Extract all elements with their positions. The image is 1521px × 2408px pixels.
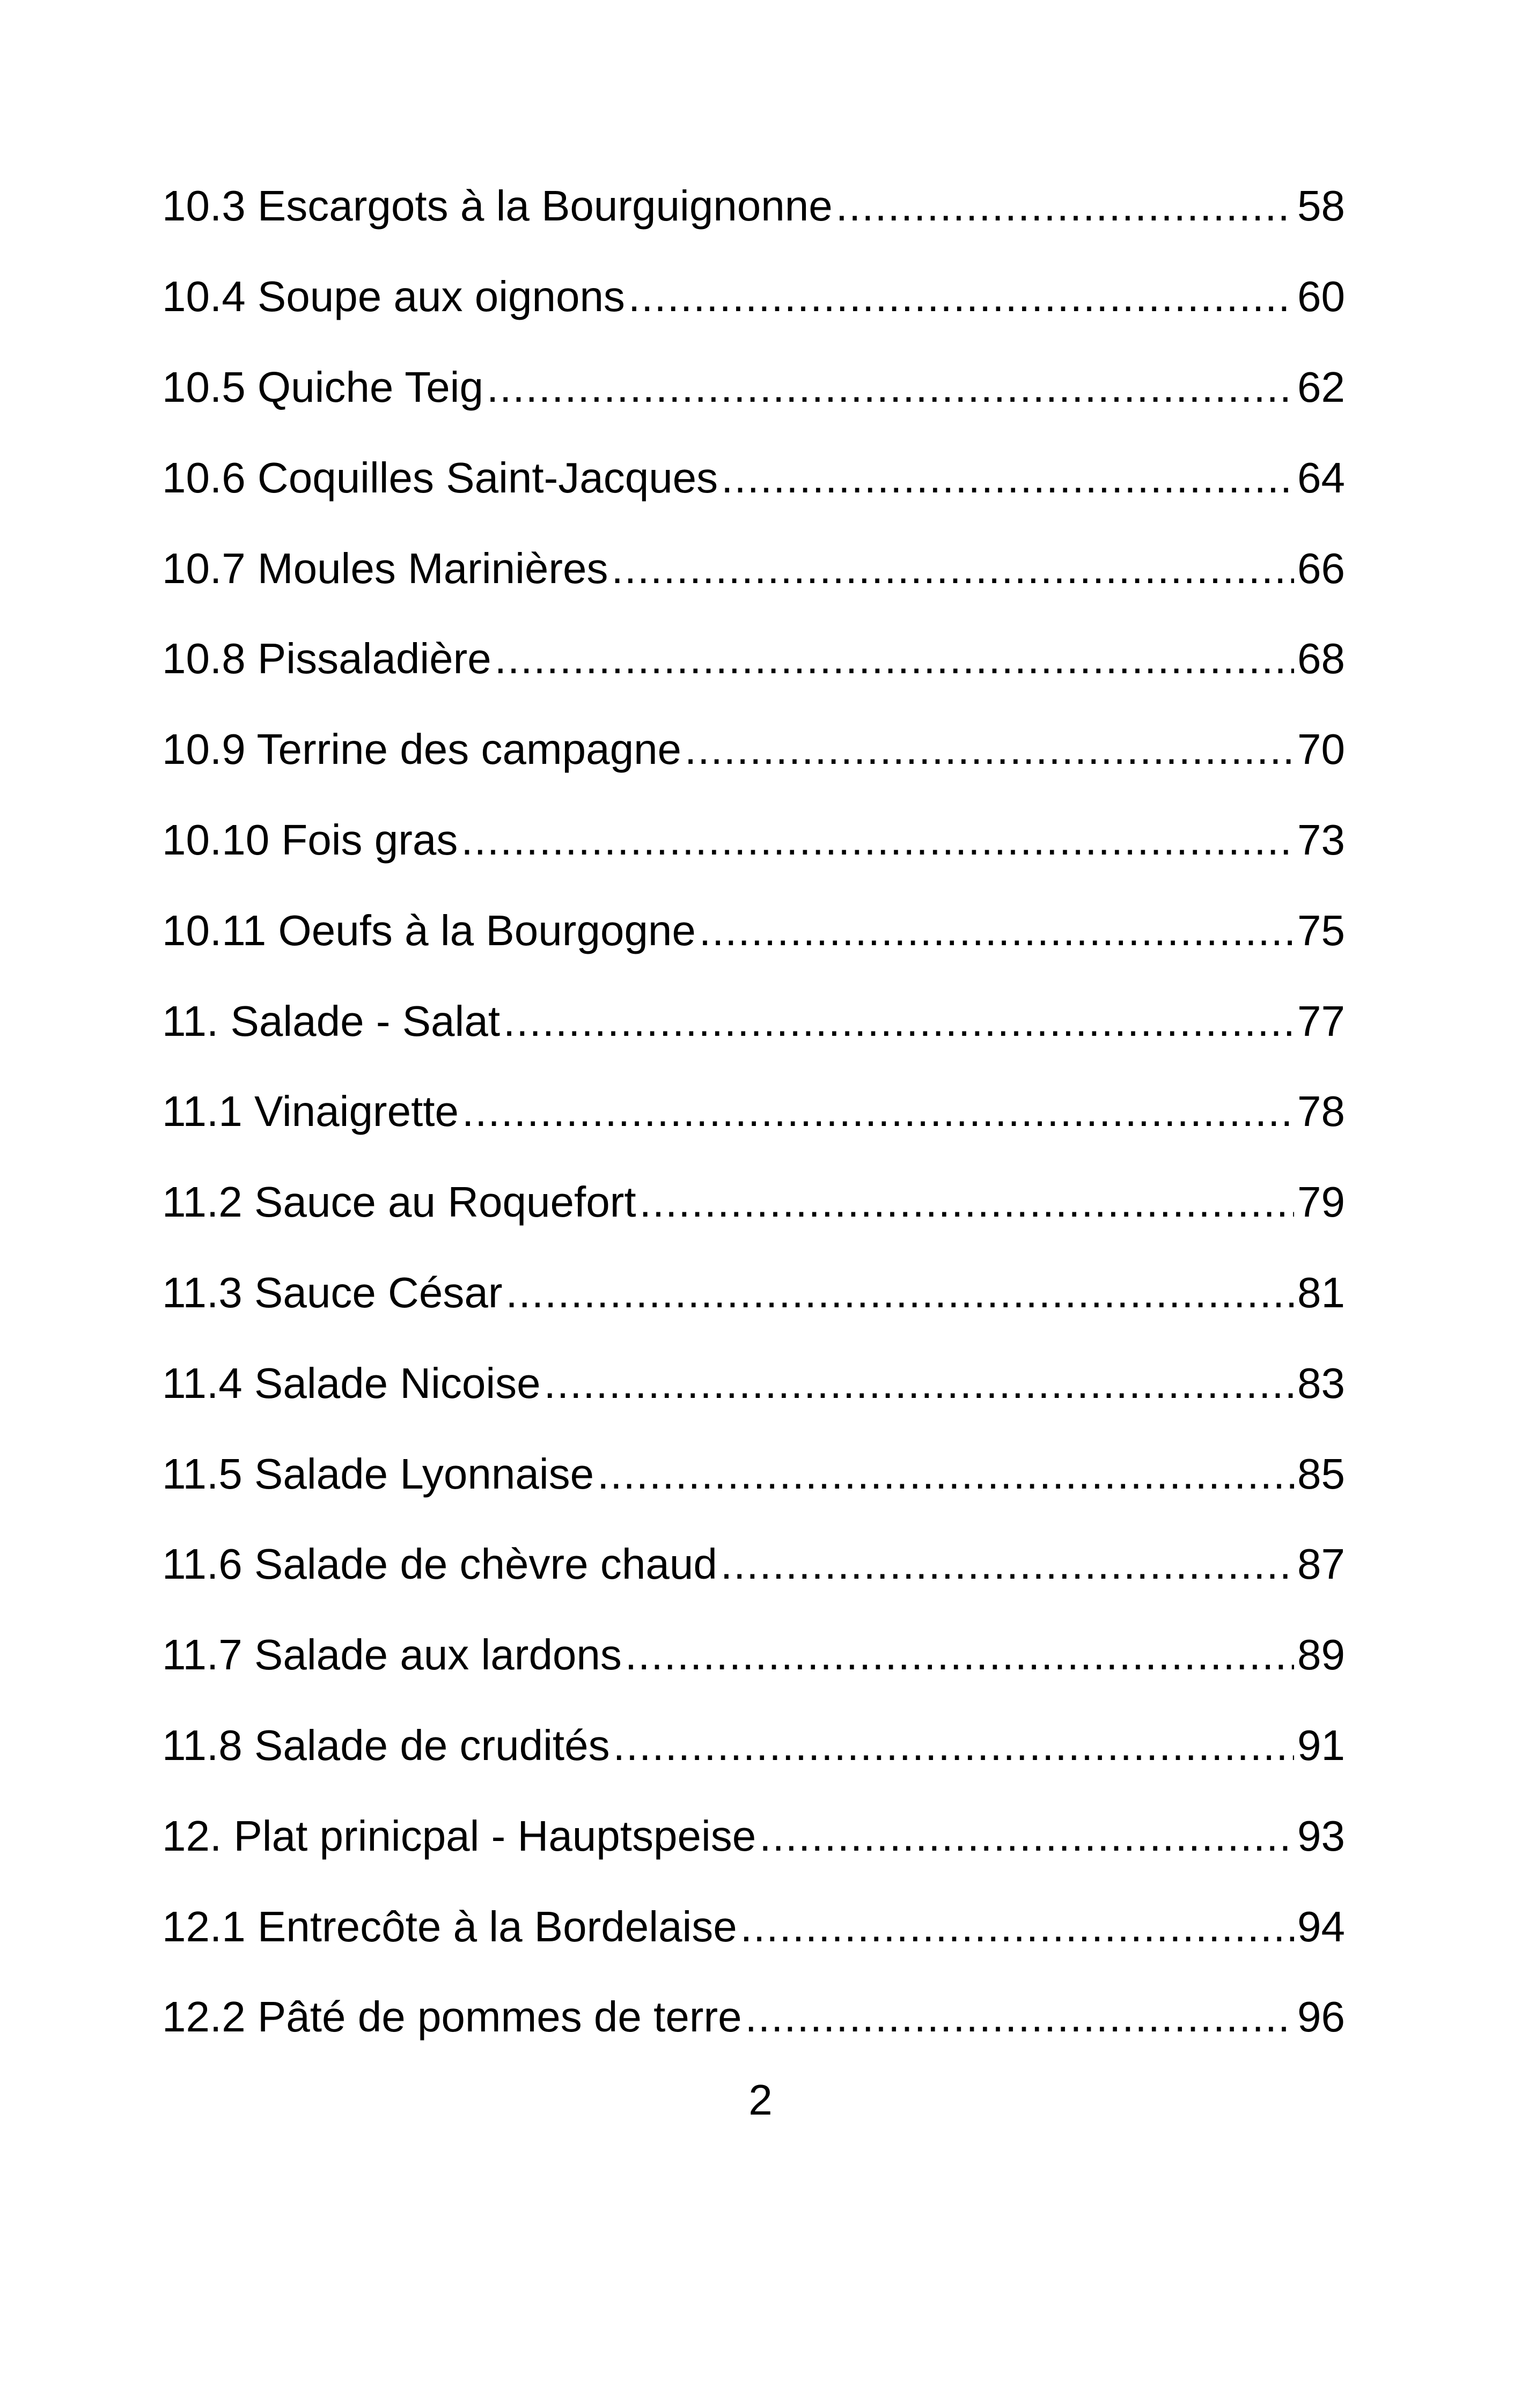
toc-entry-title: 11.2 Sauce au Roquefort [162,1178,636,1226]
toc-entry[interactable] [162,1700,1345,1791]
table-of-contents [162,161,1345,2063]
toc-entry[interactable] [162,976,1345,1066]
toc-entry-title: 10.3 Escargots à la Bourguignonne [162,182,833,230]
toc-dot-leader [721,1543,1294,1586]
toc-dot-leader [759,1815,1294,1858]
toc-dot-leader [487,366,1294,409]
toc-entry-page: 70 [1297,725,1345,774]
toc-entry-page: 64 [1297,453,1345,502]
toc-entry[interactable] [162,1338,1345,1428]
toc-dot-leader [611,547,1294,590]
toc-entry-title: 11.6 Salade de chèvre chaud [162,1540,717,1588]
toc-entry-page: 77 [1297,997,1345,1045]
toc-entry-page: 79 [1297,1178,1345,1226]
toc-entry[interactable] [162,704,1345,795]
toc-entry-page: 96 [1297,1993,1345,2041]
toc-entry-page: 91 [1297,1721,1345,1769]
toc-entry[interactable] [162,1248,1345,1338]
toc-dot-leader [597,1453,1294,1496]
toc-entry[interactable] [162,885,1345,976]
toc-dot-leader [503,1000,1294,1043]
toc-entry-page: 87 [1297,1540,1345,1588]
toc-entry[interactable] [162,523,1345,614]
toc-entry-page: 78 [1297,1087,1345,1136]
page-number: 2 [748,2076,773,2124]
toc-entry[interactable] [162,1519,1345,1610]
toc-dot-leader [699,909,1294,952]
toc-entry-title: 10.10 Fois gras [162,815,458,864]
toc-entry[interactable] [162,1791,1345,1881]
toc-entry-title: 10.11 Oeufs à la Bourgogne [162,906,696,954]
toc-entry-title: 12. Plat prinicpal - Hauptspeise [162,1811,756,1860]
toc-entry-page: 66 [1297,544,1345,592]
toc-entry[interactable] [162,1157,1345,1248]
toc-entry-title: 10.6 Coquilles Saint-Jacques [162,453,718,502]
toc-dot-leader [625,1633,1294,1676]
toc-entry[interactable] [162,614,1345,704]
toc-entry[interactable] [162,1428,1345,1519]
toc-entry[interactable] [162,161,1345,252]
toc-dot-leader [505,1271,1294,1314]
toc-entry-title: 11. Salade - Salat [162,997,501,1045]
toc-entry-title: 11.1 Vinaigrette [162,1087,459,1136]
toc-entry-title: 11.5 Salade Lyonnaise [162,1449,594,1498]
toc-entry-title: 11.7 Salade aux lardons [162,1631,622,1679]
toc-entry-title: 11.8 Salade de crudités [162,1721,610,1769]
toc-dot-leader [836,185,1294,227]
toc-entry-page: 68 [1297,635,1345,683]
toc-entry-title: 11.3 Sauce César [162,1268,503,1316]
toc-entry-page: 93 [1297,1811,1345,1860]
toc-entry-page: 60 [1297,273,1345,321]
toc-entry-page: 75 [1297,906,1345,954]
toc-dot-leader [495,637,1294,680]
toc-entry-page: 85 [1297,1449,1345,1498]
toc-dot-leader [640,1181,1294,1224]
toc-entry-page: 94 [1297,1902,1345,1950]
toc-dot-leader [628,275,1294,318]
toc-dot-leader [462,1090,1294,1133]
toc-entry-title: 10.7 Moules Marinières [162,544,608,592]
toc-entry-page: 89 [1297,1631,1345,1679]
toc-dot-leader [544,1362,1294,1405]
toc-entry-title: 12.1 Entrecôte à la Bordelaise [162,1902,737,1950]
toc-entry-title: 10.9 Terrine des campagne [162,725,682,774]
toc-entry-title: 10.4 Soupe aux oignons [162,273,625,321]
toc-entry[interactable] [162,252,1345,342]
toc-entry[interactable] [162,1881,1345,1972]
toc-dot-leader [745,1995,1294,2038]
toc-dot-leader [613,1724,1294,1767]
toc-entry[interactable] [162,432,1345,523]
toc-entry-page: 73 [1297,815,1345,864]
toc-entry[interactable] [162,1972,1345,2063]
toc-entry[interactable] [162,1066,1345,1157]
toc-dot-leader [721,456,1294,499]
toc-entry-title: 10.5 Quiche Teig [162,363,483,411]
toc-entry[interactable] [162,795,1345,886]
toc-entry-page: 58 [1297,182,1345,230]
toc-entry-page: 81 [1297,1268,1345,1316]
toc-entry-title: 11.4 Salade Nicoise [162,1359,541,1407]
toc-dot-leader [685,728,1294,771]
toc-entry-page: 62 [1297,363,1345,411]
toc-dot-leader [740,1905,1294,1948]
toc-entry-title: 10.8 Pissaladière [162,635,491,683]
toc-entry-title: 12.2 Pâté de pommes de terre [162,1993,742,2041]
toc-dot-leader [461,819,1294,861]
toc-entry-page: 83 [1297,1359,1345,1407]
toc-entry[interactable] [162,342,1345,433]
toc-entry[interactable] [162,1610,1345,1700]
